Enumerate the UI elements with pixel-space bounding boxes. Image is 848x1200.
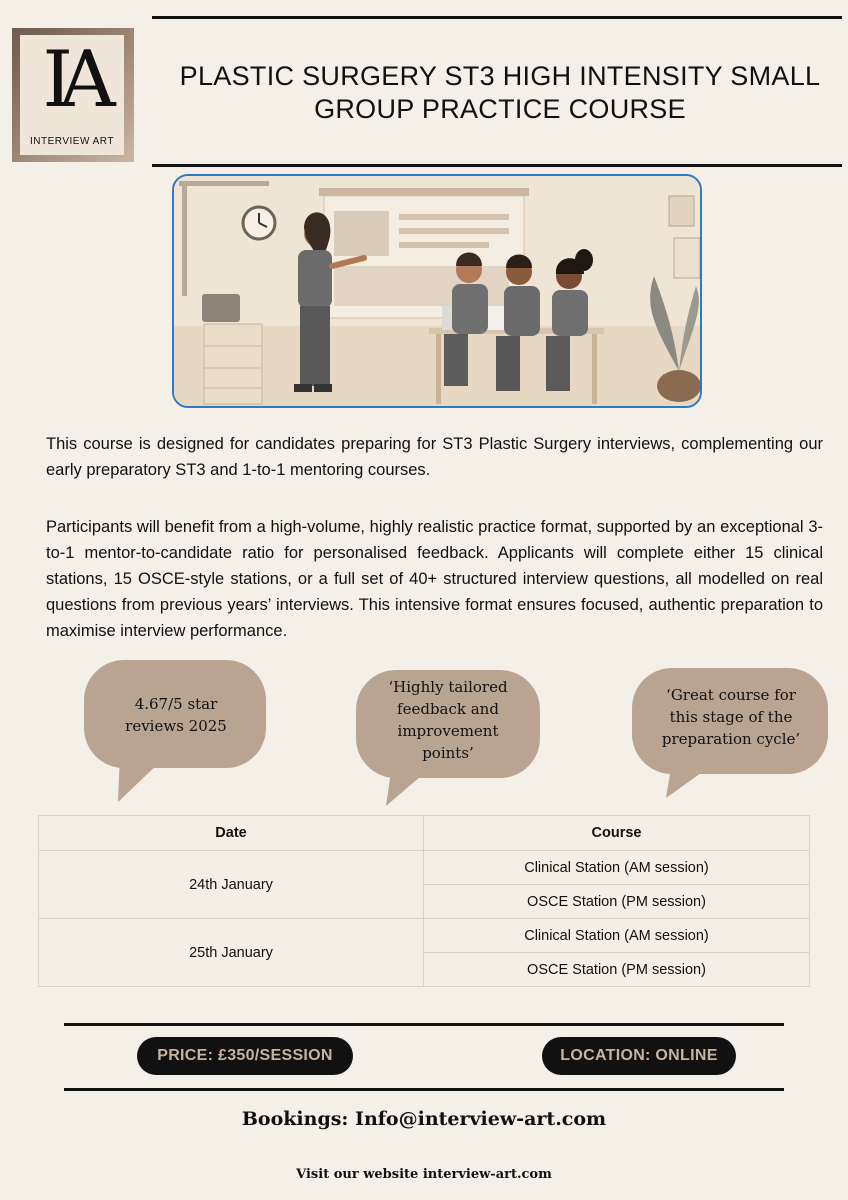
header-course: Course bbox=[424, 816, 810, 851]
table-row bbox=[39, 851, 810, 885]
intro-paragraph: This course is designed for candidates preparing for ST3 Plastic Surgery interviews, complementing our early preparatory ST3 and 1-to-1 mentoring courses. bbox=[46, 435, 823, 479]
price-rule-bottom bbox=[64, 1088, 784, 1091]
classroom-illustration bbox=[172, 174, 702, 408]
header-rule-top bbox=[152, 16, 842, 19]
website-link[interactable]: Visit our website interview-art.com bbox=[296, 1167, 552, 1182]
description-paragraph: Participants will benefit from a high-volume, highly realistic practice format, supported by an exceptional 3-to-1 mentor-to-candidate ratio for personalised feedback. Applicants will complete either 15 clinical stations, 15 OSCE-style stations, or a full set of 40+ structured interview questions, all modelled on real questions from previous years’ interviews. This intensive format ensures focused, authentic preparation to maximise interview performance. bbox=[46, 518, 823, 640]
testimonial-bubble-feedback: ‘Highly tailored feedback and improvement points’ bbox=[388, 678, 508, 762]
session-cell: Clinical Station (AM session) bbox=[424, 851, 810, 885]
date-cell: 25th January bbox=[39, 919, 424, 987]
bookings-contact[interactable]: Bookings: Info@interview-art.com bbox=[241, 1108, 607, 1130]
schedule-table bbox=[38, 815, 810, 987]
price-badge: PRICE: £350/SESSION bbox=[137, 1037, 353, 1075]
session-cell: OSCE Station (PM session) bbox=[424, 953, 810, 987]
header-rule-bottom bbox=[152, 164, 842, 167]
header-date: Date bbox=[39, 816, 424, 851]
logo-text: INTERVIEW ART bbox=[30, 136, 114, 147]
page-title: PLASTIC SURGERY ST3 HIGH INTENSITY SMALL GROUP PRACTICE COURSE bbox=[179, 61, 821, 124]
testimonial-bubble-course: ‘Great course for this stage of the preparation cycle’ bbox=[661, 686, 801, 748]
session-cell: OSCE Station (PM session) bbox=[424, 885, 810, 919]
date-cell: 24th January bbox=[39, 851, 424, 919]
logo bbox=[12, 28, 134, 162]
logo-mark: IA bbox=[42, 35, 102, 125]
table-row bbox=[39, 919, 810, 953]
location-badge: LOCATION: ONLINE bbox=[542, 1037, 736, 1075]
session-cell: Clinical Station (AM session) bbox=[424, 919, 810, 953]
table-header-row bbox=[39, 816, 810, 851]
price-rule-top bbox=[64, 1023, 784, 1026]
rating-bubble: 4.67/5 star reviews 2025 bbox=[125, 695, 227, 735]
